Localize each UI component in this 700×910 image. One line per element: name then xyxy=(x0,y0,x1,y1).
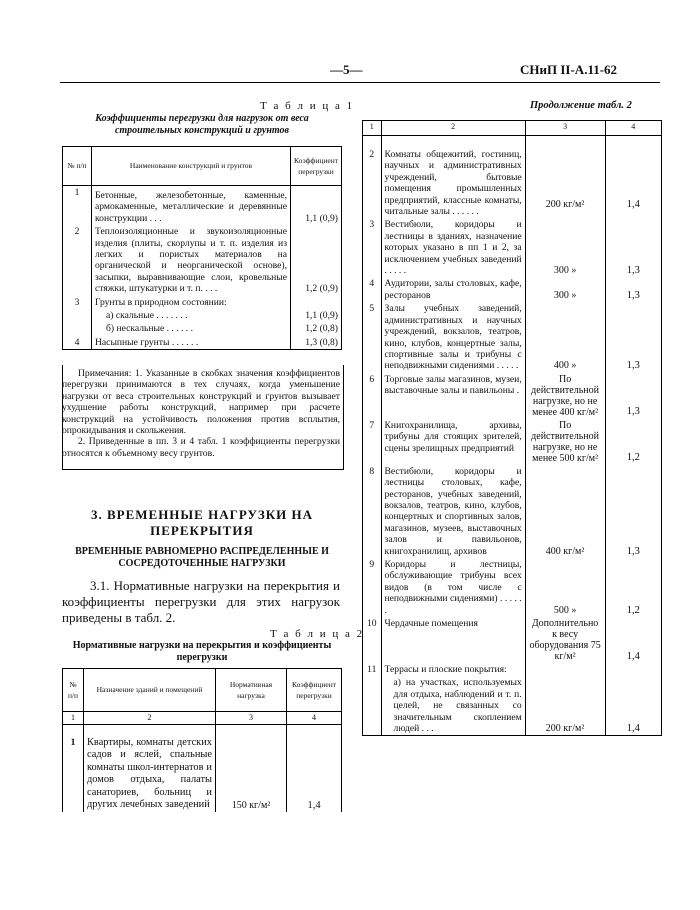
row-number: 9 xyxy=(363,558,382,617)
row-number: 3 xyxy=(63,296,92,309)
row-number: 11 xyxy=(363,663,382,676)
row-name: Комнаты общежитий, гостиниц, научных и административных учреждений, бытовые помещения промышленных предприятий, классные комнаты, читальные залы . . . . . . xyxy=(381,148,525,218)
row-number: 1 xyxy=(63,186,92,226)
row-coef: 1,4 xyxy=(287,725,342,813)
row-coef: 1,3 xyxy=(605,218,662,277)
table2 xyxy=(62,668,342,812)
page-number: —5— xyxy=(330,62,363,77)
table2-header-load: Нормативная нагрузка xyxy=(216,669,287,712)
row-name: Вестибюли, коридоры и лестницы столовых, кафе, ресторанов, учебных заведений, вокзалов, театров, кино, клубов, концертных и спортивных залов, магазинов, музеев, выставочных залов и павильонов, книгохранилищ, архивов xyxy=(381,465,525,558)
row-coef: 1,3 xyxy=(605,465,662,558)
table-row xyxy=(363,663,662,676)
row-load: 300 » xyxy=(525,277,605,302)
table1-label: Т а б л и ц а 1 xyxy=(260,100,355,112)
table2-title: Нормативные нагрузки на перекрытия и коэффициенты перегрузки xyxy=(72,640,332,663)
table-row xyxy=(363,465,662,558)
row-number: 5 xyxy=(363,302,382,372)
table-row xyxy=(63,309,342,322)
table-row xyxy=(363,218,662,277)
row-number: 2 xyxy=(363,148,382,218)
row-number: 8 xyxy=(363,465,382,558)
row-load: 200 кг/м² xyxy=(525,676,605,736)
table2-header-num: № п/п xyxy=(63,669,84,712)
column-number: 1 xyxy=(363,121,382,136)
table1-header-coef: Коэффициент перегрузки xyxy=(291,147,342,186)
table2-continued xyxy=(362,120,662,736)
table1 xyxy=(62,146,342,350)
row-name: Торговые залы магазинов, музеи, выставочные залы и павильоны . xyxy=(381,373,525,419)
column-number: 2 xyxy=(381,121,525,136)
row-name: Теплоизоляционные и звукоизоляционные изделия (плиты, скорлупы и т. п. изделия из легких и пористых материалов на органической и неорганической основе), засыпки, выравнивающие слои, кровельные стяжки, штукатурки и т. п. . . . xyxy=(92,225,291,295)
row-coef: 1,2 (0,8) xyxy=(291,322,342,335)
table-row xyxy=(63,186,342,226)
table-row xyxy=(363,302,662,372)
section-subheading: ВРЕМЕННЫЕ РАВНОМЕРНО РАСПРЕДЕЛЕННЫЕ И СОСРЕДОТОЧЕННЫЕ НАГРУЗКИ xyxy=(75,546,329,569)
row-load: 400 кг/м² xyxy=(525,465,605,558)
table-row xyxy=(63,336,342,350)
row-load: 200 кг/м² xyxy=(525,148,605,218)
column-number: 1 xyxy=(63,712,84,725)
row-name: Террасы и плоские покрытия: xyxy=(381,663,525,676)
table-row xyxy=(363,558,662,617)
row-load: 300 » xyxy=(525,218,605,277)
row-name: Чердачные помещения xyxy=(381,617,525,663)
row-name: б) нескальные . . . . . . xyxy=(92,322,291,335)
row-number: 7 xyxy=(363,419,382,465)
row-load: 150 кг/м² xyxy=(216,725,287,813)
row-coef: 1,1 (0,9) xyxy=(291,186,342,226)
table1-header-num: № п/п xyxy=(63,147,92,186)
row-load: Дополнительно к весу оборудования 75 кг/м² xyxy=(525,617,605,663)
note-1: Примечания: 1. Указанные в скобках значения коэффициентов перегрузки принимаются в тех случаях, когда уменьшение нагрузки от веса строительных конструкций и грунтов вызывает ухудшение работы конструкций, например при расчете конструкций на устойчивость положения против всплытия, опрокидывания и скольжения. xyxy=(62,368,340,437)
table-row xyxy=(63,725,342,813)
row-number xyxy=(63,322,92,335)
row-coef: 1,3 xyxy=(605,373,662,419)
row-coef: 1,4 xyxy=(605,617,662,663)
header-divider xyxy=(60,82,660,83)
row-name: Вестибюли, коридоры и лестницы в зданиях, назначение которых указано в пп 1 и 2, за исключением учебных заведений . . . . . xyxy=(381,218,525,277)
row-load: 400 » xyxy=(525,302,605,372)
row-number xyxy=(63,309,92,322)
row-number: 4 xyxy=(63,336,92,350)
table-row xyxy=(363,419,662,465)
row-coef: 1,2 (0,9) xyxy=(291,225,342,295)
column-number: 3 xyxy=(525,121,605,136)
table-row xyxy=(363,373,662,419)
column-number: 2 xyxy=(84,712,216,725)
row-name: Коридоры и лестницы, обслуживающие трибуны всех видов (в том числе с неподвижными сидениями) . . . . . . xyxy=(381,558,525,617)
row-number: 2 xyxy=(63,225,92,295)
row-coef: 1,4 xyxy=(605,148,662,218)
section-heading: 3. ВРЕМЕННЫЕ НАГРУЗКИ НА ПЕРЕКРЫТИЯ xyxy=(90,507,314,538)
table1-notes xyxy=(62,368,340,459)
row-load: По действительной нагрузке, но не менее 400 кг/м² xyxy=(525,373,605,419)
row-number: 10 xyxy=(363,617,382,663)
row-name: Залы учебных заведений, административных и научных учреждений, вокзалов, театров, кино, клубов, концертные залы, спортивные залы и трибуны с неподвижными сидениями . . . . . xyxy=(381,302,525,372)
table2-label: Т а б л и ц а 2 xyxy=(270,628,365,640)
row-name: Аудитории, залы столовых, кафе, ресторанов xyxy=(381,277,525,302)
table1-title: Коэффициенты перегрузки для нагрузок от веса строительных конструкций и грунтов xyxy=(95,113,309,136)
table-row xyxy=(63,296,342,309)
table2-header-coef: Коэффициент перегрузки xyxy=(287,669,342,712)
table-row xyxy=(63,225,342,295)
row-coef xyxy=(605,663,662,676)
row-name: а) скальные . . . . . . . xyxy=(92,309,291,322)
row-coef: 1,3 xyxy=(605,277,662,302)
row-coef: 1,4 xyxy=(605,676,662,736)
row-number: 3 xyxy=(363,218,382,277)
row-coef xyxy=(291,296,342,309)
document-code: СНиП II-А.11-62 xyxy=(520,62,618,77)
column-number: 3 xyxy=(216,712,287,725)
table-row xyxy=(363,617,662,663)
table-row xyxy=(363,148,662,218)
row-load: По действительной нагрузке, но не менее 500 кг/м² xyxy=(525,419,605,465)
row-name: Насыпные грунты . . . . . . xyxy=(92,336,291,350)
note-2: 2. Приведенные в пп. 3 и 4 табл. 1 коэффициенты перегрузки относятся к объемному весу грунтов. xyxy=(62,436,340,459)
column-number: 4 xyxy=(605,121,662,136)
row-name: Бетонные, железобетонные, каменные, армокаменные, металлические и деревянные конструкции . . . xyxy=(92,186,291,226)
table2-header-name: Назначение зданий и помещений xyxy=(84,669,216,712)
row-number: 6 xyxy=(363,373,382,419)
row-coef: 1,3 xyxy=(605,302,662,372)
column-number: 4 xyxy=(287,712,342,725)
row-number: 4 xyxy=(363,277,382,302)
table2-continuation-label: Продолжение табл. 2 xyxy=(530,100,632,111)
row-name: Грунты в природном состоянии: xyxy=(92,296,291,309)
row-name: а) на участках, используемых для отдыха, наблюдений и т. п. целей, не связанных со значительным скоплением людей . . . xyxy=(381,676,525,736)
row-load: 500 » xyxy=(525,558,605,617)
row-number xyxy=(363,676,382,736)
row-coef: 1,3 (0,8) xyxy=(291,336,342,350)
row-coef: 1,2 xyxy=(605,558,662,617)
table-row xyxy=(63,322,342,335)
row-coef: 1,2 xyxy=(605,419,662,465)
section-paragraph: 3.1. Нормативные нагрузки на перекрытия и коэффициенты перегрузки для этих нагрузок приведены в табл. 2. xyxy=(62,578,340,625)
row-name: Книгохранилища, архивы, трибуны для стоящих зрителей, сцены зрелищных предприятий xyxy=(381,419,525,465)
table-row xyxy=(363,277,662,302)
row-load xyxy=(525,663,605,676)
table1-header-name: Наименование конструкций и грунтов xyxy=(92,147,291,186)
row-name: Квартиры, комнаты детских садов и яслей, спальные комнаты школ-интернатов и домов отдыха, палаты санаториев, больниц и других лечебных заведений xyxy=(84,725,216,813)
table-row xyxy=(363,676,662,736)
row-coef: 1,1 (0,9) xyxy=(291,309,342,322)
row-number: 1 xyxy=(63,725,84,813)
